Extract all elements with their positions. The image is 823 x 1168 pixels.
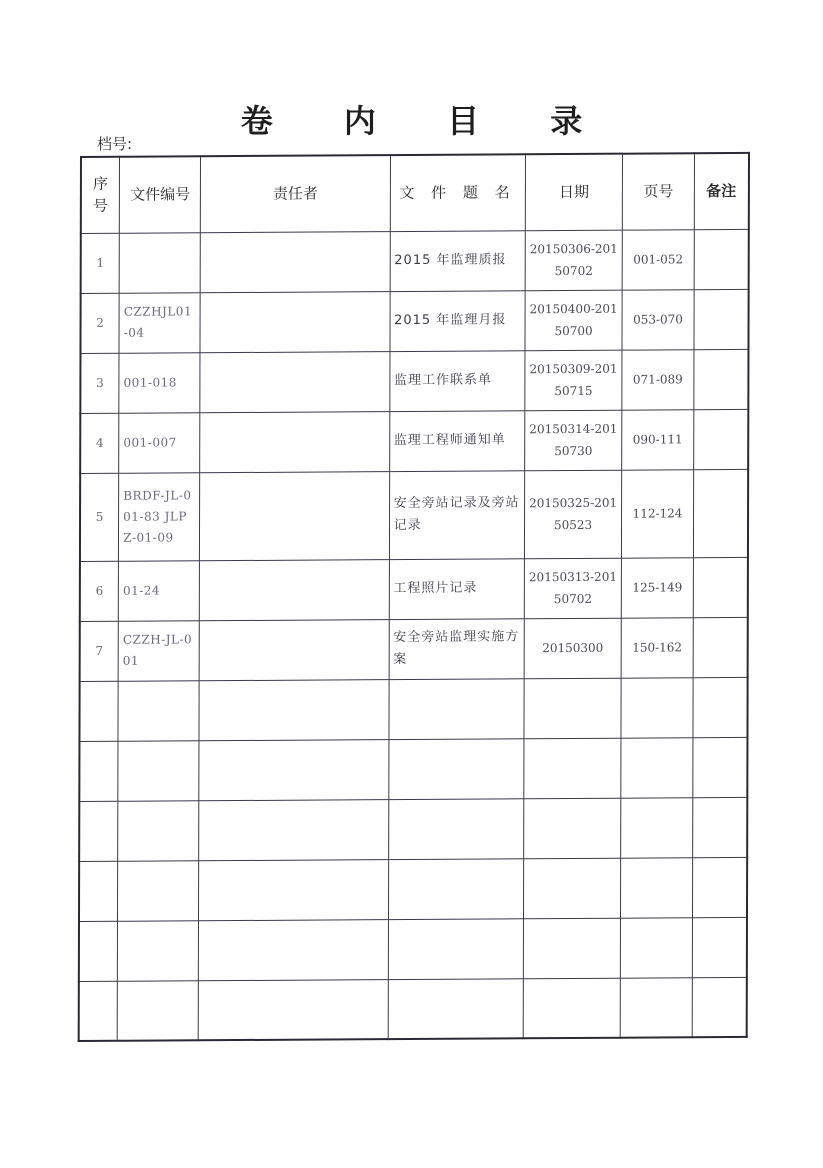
cell-remarks [694,289,749,349]
archive-number-label: 档号: [97,135,133,153]
cell-file-title: 2015 年监理质报 [390,230,525,291]
cell-file-title: 安全旁站监理实施方案 [389,618,524,679]
cell-file-title: 监理工程师通知单 [389,410,524,471]
cell-responsible [200,559,389,620]
empty-table-row [79,737,747,801]
cell-file-title: 工程照片记录 [389,558,524,619]
cell-pages: 071-089 [622,349,693,409]
cell-file-code: 001-007 [119,412,200,472]
cell-date: 20150314-20150730 [524,410,622,471]
header-pages: 页号 [623,153,694,229]
cell-pages: 112-124 [622,469,693,557]
cell-remarks [693,557,748,617]
cell-seq: 3 [80,353,119,413]
cell-seq: 7 [80,621,119,681]
cell-responsible [200,291,389,352]
cell-file-title: 安全旁站记录及旁站记录 [389,470,524,559]
cell-file-code: BRDF-JL-001-83 JLPZ-01-09 [119,472,201,560]
cell-responsible [200,351,389,412]
empty-table-row [79,677,747,741]
cell-pages: 001-052 [623,229,694,289]
table-row [80,409,748,473]
cell-seq: 2 [80,293,119,353]
cell-file-title: 监理工作联系单 [389,350,524,411]
cell-responsible [200,411,389,472]
cell-date: 20150400-20150700 [525,290,623,351]
cell-pages: 053-070 [622,289,693,349]
table-row [81,229,749,293]
cell-date: 20150309-20150715 [525,350,623,411]
cell-remarks [693,617,748,677]
header-date: 日期 [525,154,623,231]
table-row [80,469,748,561]
table-of-contents [78,152,750,1042]
empty-table-row [79,917,747,981]
cell-seq: 4 [80,413,119,473]
cell-file-code: 001-018 [119,352,200,412]
table-header-row [81,153,749,233]
cell-file-title: 2015 年监理月报 [390,290,525,351]
header-file-code: 文件编号 [119,156,201,232]
cell-seq: 1 [81,233,120,293]
cell-responsible [200,471,389,560]
cell-pages: 125-149 [622,557,693,617]
cell-remarks [693,469,748,557]
empty-table-row [79,857,747,921]
cell-date: 20150325-20150523 [524,470,622,559]
cell-remarks [693,409,748,469]
cell-responsible [201,231,390,292]
cell-remarks [694,229,749,289]
cell-pages: 150-162 [621,617,692,677]
empty-table-row [79,977,747,1041]
cell-file-code [119,232,200,292]
cell-file-code: CZZH-JL-001 [118,620,199,680]
header-responsible: 责任者 [201,155,390,232]
cell-seq: 5 [80,473,119,561]
cell-pages: 090-111 [622,409,693,469]
cell-seq: 6 [80,561,119,621]
table-row [80,349,748,413]
table-row [80,557,748,621]
page-title: 卷 内 目 录 [240,102,613,140]
cell-remarks [693,349,748,409]
cell-date: 20150306-20150702 [525,230,623,291]
cell-date: 20150313-20150702 [524,558,622,619]
table-row [80,289,748,353]
header-seq: 序号 [81,157,120,233]
header-file-title: 文 件 题 名 [390,154,525,231]
cell-responsible [200,619,389,680]
cell-file-code: 01-24 [118,560,199,620]
cell-date: 20150300 [524,618,622,679]
empty-table-row [79,797,747,861]
cell-file-code: CZZHJL01-04 [119,292,200,352]
table-row [80,617,748,681]
header-remarks: 备注 [694,153,749,229]
